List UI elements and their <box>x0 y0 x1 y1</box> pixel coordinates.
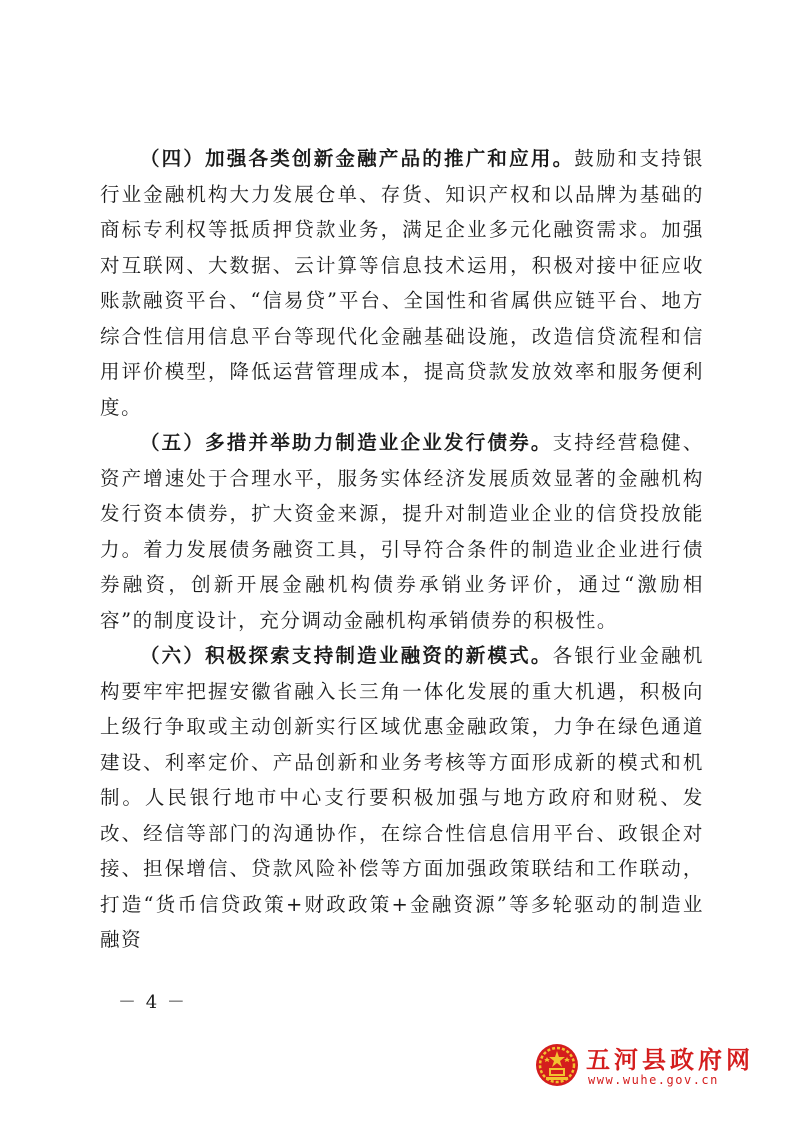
paragraph-text: 鼓励和支持银行业金融机构大力发展仓单、存货、知识产权和以品牌为基础的商标专利权等抵质押贷款业务，满足企业多元化融资需求。加强对互联网、大数据、云计算等信息技术运用，积极对接中征应收账款融资平台、“信易贷”平台、全国性和省属供应链平台、地方综合性信用信息平台等现代化金融基础设施，改造信贷流程和信用评价模型，降低运营管理成本，提高贷款发放效率和服务便利度。 <box>100 147 704 419</box>
site-name: 五河县政府网 <box>586 1046 754 1074</box>
paragraph-text: 支持经营稳健、资产增速处于合理水平，服务实体经济发展质效显著的金融机构发行资本债券，扩大资金来源，提升对制造业企业的信贷投放能力。着力发展债务融资工具，引导符合条件的制造业企业进行债券融资，创新开展金融机构债券承销业务评价，通过“激励相容”的制度设计，充分调动金融机构承销债券的积极性。 <box>100 431 704 632</box>
page-number: － 4 － <box>118 992 187 1013</box>
paragraph-text: 各银行业金融机构要牢牢把握安徽省融入长三角一体化发展的重大机遇，积极向上级行争取或主动创新实行区域优惠金融政策，力争在绿色通道建设、利率定价、产品创新和业务考核等方面形成新的模式和机制。人民银行地市中心支行要积极加强与地方政府和财税、发改、经信等部门的沟通协作，在综合性信息信用平台、政银企对接、担保增信、贷款风险补偿等方面加强政策联结和工作联动，打造“货币信贷政策+财政政策+金融资源”等多轮驱动的制造业融资 <box>100 644 704 951</box>
national-emblem-icon <box>534 1042 580 1088</box>
paragraph-heading: （四）加强各类创新金融产品的推广和应用。 <box>139 147 575 170</box>
site-url: www.wuhe.gov.cn <box>588 1073 719 1087</box>
paragraph-5 <box>100 425 704 638</box>
paragraph-heading: （五）多措并举助力制造业企业发行债券。 <box>139 431 553 454</box>
document-body <box>100 141 704 958</box>
paragraph-4 <box>100 141 704 425</box>
paragraph-heading: （六）积极探索支持制造业融资的新模式。 <box>139 644 553 667</box>
site-watermark <box>534 1038 754 1098</box>
paragraph-6 <box>100 638 704 958</box>
